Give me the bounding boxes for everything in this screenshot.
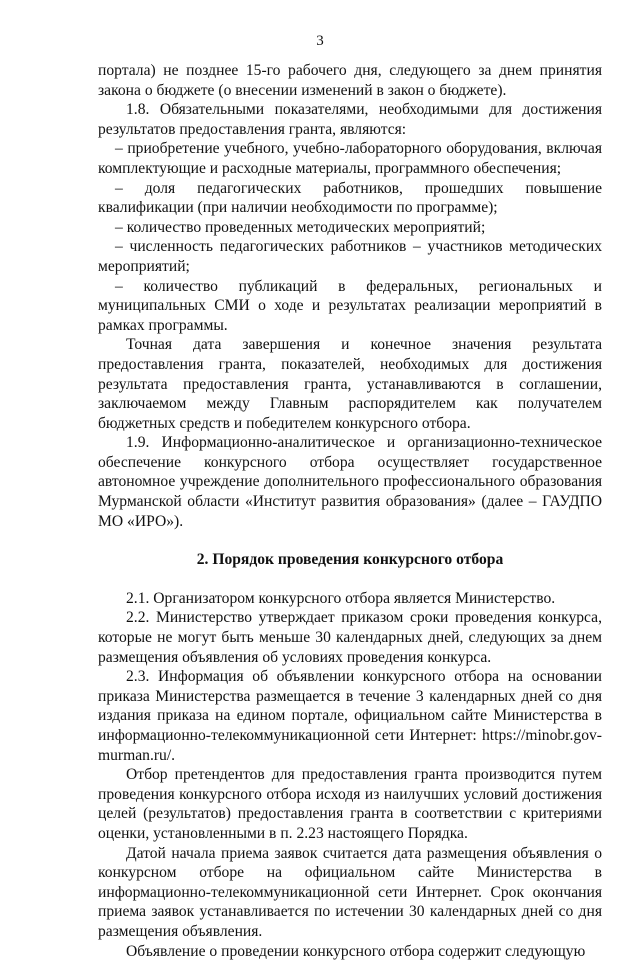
paragraph-continuation: портала) не позднее 15-го рабочего дня, следующего за днем принятия закона о бюджете (о внесении изменений в закон о бюджете). xyxy=(98,62,602,99)
paragraph-announcement: Объявление о проведении конкурсного отбора содержит следующую xyxy=(126,942,586,960)
paragraph-2-1: 2.1. Организатором конкурсного отбора является Министерство. xyxy=(126,589,556,607)
paragraph-1-9: 1.9. Информационно-аналитическое и организационно-техническое обеспечение конкурсного отбора осуществляет государственное автономное учреждение дополнительного профессионального образования Мурманской области «Институт развития образования» (далее – ГАУДПО МО «ИРО»). xyxy=(98,434,602,530)
paragraph-1-8: 1.8. Обязательными показателями, необходимыми для достижения результатов предоставления гранта, являются: xyxy=(98,101,602,138)
section-heading: 2. Порядок проведения конкурсного отбора xyxy=(196,551,504,569)
list-item: – численность педагогических работников – участников методических мероприятий; xyxy=(98,238,602,275)
list-item: – количество публикаций в федеральных, региональных и муниципальных СМИ о ходе и результатах реализации мероприятий в рамках программы. xyxy=(98,277,602,334)
paragraph-result-date: Точная дата завершения и конечное значения результата предоставления гранта, показателей, необходимых для достижения результата предоставления гранта, устанавливаются в соглашении, заключаемом между Главным распорядителем как получателем бюджетных средств и победителем конкурсного отбора. xyxy=(98,336,602,432)
list-item: – приобретение учебного, учебно-лабораторного оборудования, включая комплектующие и расходные материалы, программного обеспечения; xyxy=(98,140,602,177)
page-content xyxy=(98,61,602,961)
list-item: – доля педагогических работников, прошедших повышение квалификации (при наличии необходимости по программе); xyxy=(98,179,602,217)
paragraph-2-2: 2.2. Министерство утверждает приказом сроки проведения конкурса, которые не могут быть меньше 30 календарных дней, следующих за днем размещения объявления об условиях проведения конкурса. xyxy=(98,609,602,666)
paragraph-selection: Отбор претендентов для предоставления гранта производится путем проведения конкурсного отбора исходя из наилучших условий достижения целей (результатов) предоставления гранта в соответствии с критериями оценки, установленными в п. 2.23 настоящего Порядка. xyxy=(98,766,602,842)
list-item: – количество проведенных методических мероприятий; xyxy=(115,218,486,236)
paragraph-2-3: 2.3. Информация об объявлении конкурсного отбора на основании приказа Министерства размещается в течение 3 календарных дней со дня издания приказа на едином портале, официальном сайте Министерства в информационно-телекоммуникационной сети Интернет: https://minobr.gov-murman.ru/. xyxy=(98,668,602,764)
page-number: 3 xyxy=(316,33,324,49)
paragraph-start-date: Датой начала приема заявок считается дата размещения объявления о конкурсном отборе на официальном сайте Министерства в информационно-телекоммуникационной сети Интернет. Срок окончания приема заявок устанавливается по истечении 30 календарных дней со дня размещения объявления. xyxy=(98,844,602,940)
